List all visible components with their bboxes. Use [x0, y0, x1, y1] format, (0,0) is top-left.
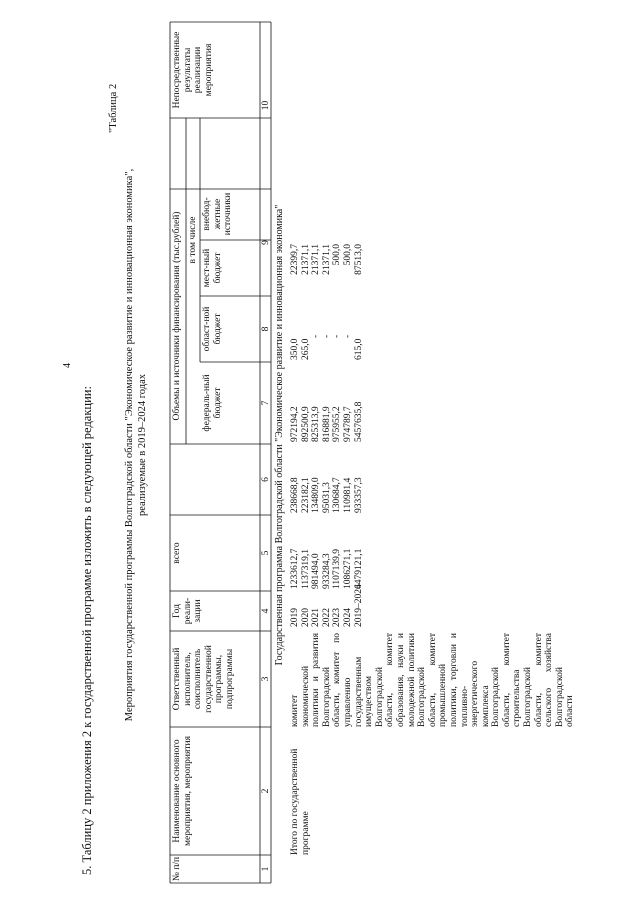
colnum-2: 2 — [261, 788, 271, 794]
local-cell: - — [321, 334, 332, 338]
header-federal: федераль-ный бюджет — [202, 374, 223, 432]
federal-cell: 130684,7 — [332, 477, 343, 513]
header-regional: област-ной бюджет — [202, 306, 223, 352]
regional-cell: 825313,9 — [311, 406, 322, 442]
total-cell: 981494,0 — [311, 553, 322, 589]
offbudget-cell: 22399,7 — [290, 244, 300, 275]
colnum-7: 7 — [261, 400, 271, 406]
header-name: Наименование основного мероприятия, мероприятия — [172, 736, 193, 846]
total-cell: 1086271,1 — [342, 548, 353, 589]
year-cell: 2019–2024 — [353, 584, 364, 627]
colnum-5: 5 — [261, 550, 271, 556]
total-cell: 6479121,1 — [353, 548, 364, 589]
table-label: "Таблица 2 — [108, 83, 119, 133]
header-offbudget: внебюд-жетные источники — [202, 192, 234, 236]
federal-cell: 223182,1 — [300, 477, 311, 513]
federal-cell: 933357,3 — [353, 477, 364, 513]
total-row-label: Итого по государственной программе — [290, 748, 311, 855]
colnum-3: 3 — [261, 676, 271, 682]
total-cell: 1233612,7 — [290, 548, 300, 589]
header-funding: Объемы и источники финансирования (тыс.рублей) — [172, 211, 182, 421]
offbudget-cell: 21371,1 — [300, 244, 311, 275]
regional-cell: 892500,9 — [300, 406, 311, 442]
year-column — [290, 584, 364, 627]
federal-cell: 134809,0 — [311, 477, 322, 513]
header-total: всего — [172, 542, 182, 564]
colnum-4: 4 — [261, 608, 271, 614]
offbudget-cell: 500,0 — [342, 244, 353, 266]
page-number: 4 — [62, 363, 73, 368]
local-cell: - — [342, 334, 353, 338]
local-cell: 615,0 — [353, 338, 364, 360]
total-cell: 1107139,9 — [332, 548, 343, 589]
offbudget-cell: 87513,0 — [353, 244, 364, 275]
offbudget-cell: 21371,1 — [321, 244, 332, 275]
year-cell: 2019 — [290, 608, 300, 627]
local-cell: 265,0 — [300, 338, 311, 360]
offbudget-cell: 500,0 — [332, 244, 343, 266]
table-title-line-1: Мероприятия государственной программы Волгоградской области "Экономическое развитие и инновационная экономика", — [124, 168, 135, 722]
year-cell: 2020 — [300, 608, 311, 627]
header-num: № п/п — [172, 856, 182, 882]
regional-cell: 972194,2 — [290, 406, 300, 442]
colnum-10: 10 — [261, 100, 271, 111]
year-cell: 2024 — [342, 608, 353, 627]
header-results: Непосредственные результаты реализации мероприятия — [172, 31, 214, 109]
federal-cell: 238668,8 — [290, 477, 300, 513]
federal-column — [290, 477, 364, 513]
regional-cell: 975955,2 — [332, 406, 343, 442]
offbudget-column — [290, 244, 364, 294]
regional-cell: 816881,9 — [321, 406, 332, 442]
local-cell: - — [332, 334, 343, 338]
colnum-9: 9 — [261, 240, 271, 245]
total-cell: 933284,3 — [321, 553, 332, 589]
local-cell: 350,0 — [290, 338, 300, 360]
year-cell: 2021 — [311, 608, 322, 627]
local-cell: - — [311, 334, 322, 338]
total-column — [290, 549, 364, 589]
local-column — [290, 335, 364, 360]
header-year: Год реали-зации — [172, 597, 204, 625]
header-in-that: в том числе — [188, 216, 198, 264]
year-cell: 2023 — [332, 608, 343, 627]
table-title-line-2: реализуемые в 2019–2024 годах — [137, 373, 148, 517]
colnum-1: 1 — [261, 866, 271, 872]
federal-cell: 110981,4 — [342, 477, 353, 513]
regional-cell: 974789,7 — [342, 406, 353, 442]
header-local: мест-ный бюджет — [202, 248, 223, 288]
header-executor: Ответственный исполнитель, соисполнитель государственной программы, подпрограммы — [172, 645, 235, 713]
year-cell: 2022 — [321, 608, 332, 627]
section-title: Государственная программа Волгоградской области "Экономическое развитие и инновационная экономика" — [274, 204, 285, 666]
colnum-6: 6 — [261, 477, 271, 482]
regional-cell: 5457635,8 — [353, 401, 364, 442]
colnum-8: 8 — [261, 326, 271, 332]
federal-cell: 95031,3 — [321, 482, 332, 513]
total-row-executor: комитет экономической политики и развития Волгоградской области, комитет по управлению государственным имуществом Волгоградской области, комитет образования, науки и молодежной политики Волгоградской области, комитет промышленной политики, торговли и топливно-энергетического комплекса Волгоградской области, комитет строительства Волгоградской области, комитет сельского хозяйства Волгоградской области — [290, 633, 576, 727]
total-cell: 1137319,1 — [300, 548, 311, 589]
regional-column — [290, 402, 364, 442]
page-heading: 5. Таблицу 2 приложения 2 к государственной программе изложить в следующей редакции: — [80, 386, 94, 875]
offbudget-cell: 21371,1 — [311, 244, 322, 275]
